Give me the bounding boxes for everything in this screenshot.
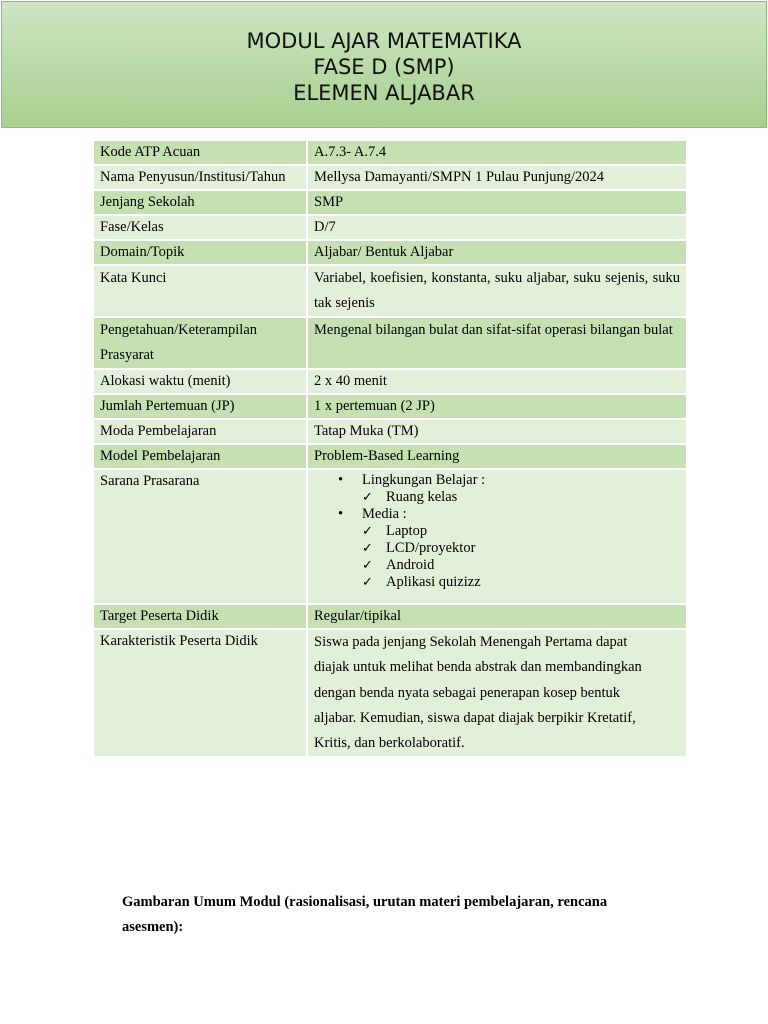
table-row-pertemuan <box>94 395 686 420</box>
bullet-icon: • <box>338 472 344 488</box>
karakteristik-line: Kritis, dan berkolaboratif. <box>314 735 465 752</box>
title-line-2: FASE D (SMP) <box>313 55 455 79</box>
list-item <box>314 472 680 506</box>
label-penyusun: Nama Penyusun/Institusi/Tahun <box>94 166 308 191</box>
label-moda: Moda Pembelajaran <box>94 420 308 445</box>
value-sarana <box>308 470 686 605</box>
value-karakteristik <box>308 630 686 758</box>
value-moda: Tatap Muka (TM) <box>308 420 686 445</box>
list-item <box>362 557 680 574</box>
checkmark-icon: ✓ <box>362 575 373 590</box>
karakteristik-line: diajak untuk melihat benda abstrak dan membandingkan <box>314 659 642 676</box>
list-item <box>362 523 680 540</box>
table-row-model <box>94 445 686 470</box>
label-sarana: Sarana Prasarana <box>94 470 308 605</box>
sarana-group-title: Lingkungan Belajar : <box>362 472 486 488</box>
value-jenjang: SMP <box>308 191 686 216</box>
label-jenjang: Jenjang Sekolah <box>94 191 308 216</box>
sarana-sub-list <box>362 489 680 506</box>
title-line-3: ELEMEN ALJABAR <box>293 81 475 105</box>
label-prasyarat: Pengetahuan/Keterampilan Prasyarat <box>94 318 308 370</box>
label-pertemuan: Jumlah Pertemuan (JP) <box>94 395 308 420</box>
table-row-domain <box>94 241 686 266</box>
table-row-prasyarat <box>94 318 686 370</box>
sarana-group-title: Media : <box>362 506 407 522</box>
table-row-penyusun <box>94 166 686 191</box>
karakteristik-line: Siswa pada jenjang Sekolah Menengah Pertama dapat <box>314 634 628 650</box>
label-karakteristik: Karakteristik Peserta Didik <box>94 630 308 758</box>
sarana-item: LCD/proyektor <box>386 540 476 556</box>
table-row-target <box>94 605 686 630</box>
document-title <box>2 28 766 106</box>
table-row-fase <box>94 216 686 241</box>
label-kode-atp: Kode ATP Acuan <box>94 141 308 166</box>
list-item <box>362 574 680 591</box>
sarana-item: Ruang kelas <box>386 489 458 505</box>
checkmark-icon: ✓ <box>362 524 373 539</box>
checkmark-icon: ✓ <box>362 541 373 556</box>
value-alokasi: 2 x 40 menit <box>308 370 686 395</box>
label-target: Target Peserta Didik <box>94 605 308 630</box>
sarana-item: Android <box>386 557 435 573</box>
label-kata-kunci: Kata Kunci <box>94 266 308 318</box>
table-row-moda <box>94 420 686 445</box>
karakteristik-line: dengan benda nyata sebagai penerapan kosep bentuk <box>314 684 620 701</box>
list-item <box>314 506 680 591</box>
module-overview-heading <box>122 890 642 940</box>
sarana-item: Laptop <box>386 523 428 539</box>
sarana-list <box>314 472 680 591</box>
value-target: Regular/tipikal <box>308 605 686 630</box>
karakteristik-line: aljabar. Kemudian, siswa dapat diajak berpikir Kretatif, <box>314 709 636 726</box>
overview-line-2: asesmen): <box>122 919 184 935</box>
bullet-icon: • <box>338 506 344 522</box>
list-item <box>362 540 680 557</box>
label-alokasi: Alokasi waktu (menit) <box>94 370 308 395</box>
table-row-sarana <box>94 470 686 605</box>
value-kata-kunci: Variabel, koefisien, konstanta, suku aljabar, suku sejenis, suku tak sejenis <box>308 266 686 318</box>
value-fase: D/7 <box>308 216 686 241</box>
module-info-table <box>94 141 686 758</box>
table-row-kata-kunci <box>94 266 686 318</box>
checkmark-icon: ✓ <box>362 490 373 505</box>
table-row-alokasi <box>94 370 686 395</box>
title-line-1: MODUL AJAR MATEMATIKA <box>246 29 522 53</box>
table-row-jenjang <box>94 191 686 216</box>
value-domain: Aljabar/ Bentuk Aljabar <box>308 241 686 266</box>
value-model: Problem-Based Learning <box>308 445 686 470</box>
overview-line-1: Gambaran Umum Modul (rasionalisasi, urutan materi pembelajaran, rencana <box>122 894 608 910</box>
value-penyusun: Mellysa Damayanti/SMPN 1 Pulau Punjung/2024 <box>308 166 686 191</box>
value-prasyarat: Mengenal bilangan bulat dan sifat-sifat operasi bilangan bulat <box>308 318 686 370</box>
label-fase: Fase/Kelas <box>94 216 308 241</box>
value-kode-atp: A.7.3- A.7.4 <box>308 141 686 166</box>
list-item <box>362 489 680 506</box>
table-row-karakteristik <box>94 630 686 758</box>
sarana-sub-list <box>362 523 680 591</box>
label-domain: Domain/Topik <box>94 241 308 266</box>
table-row-kode-atp <box>94 141 686 166</box>
header-band <box>1 1 767 128</box>
sarana-item: Aplikasi quizizz <box>386 574 481 590</box>
checkmark-icon: ✓ <box>362 558 373 573</box>
label-model: Model Pembelajaran <box>94 445 308 470</box>
value-pertemuan: 1 x pertemuan (2 JP) <box>308 395 686 420</box>
